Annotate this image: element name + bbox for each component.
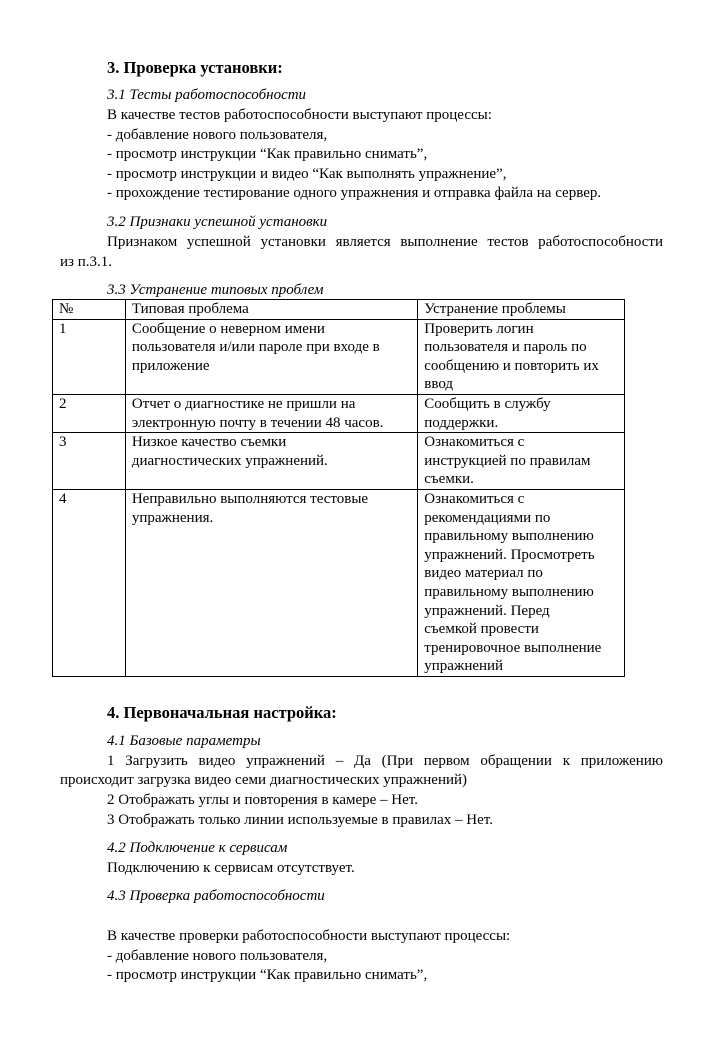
row-problem: Сообщение о неверном имени пользователя и/или пароле при входе в приложение [125,319,417,394]
problems-table [52,299,625,677]
row-number: 4 [53,489,126,676]
section-3-1-intro: В качестве тестов работоспособности выступают процессы: [107,107,492,123]
table-row [53,433,625,490]
section-4-heading: 4. Первоначальная настройка: [107,703,337,722]
section-3-2-line2: из п.3.1. [60,254,112,270]
section-4-1-title: 4.1 Базовые параметры [107,733,261,749]
row-problem: Неправильно выполняются тестовые упражнения. [125,489,417,676]
setting-item-1-line2: происходит загрузка видео семи диагностических упражнений) [60,772,468,788]
row-fix: Проверить логин пользователя и пароль по сообщению и повторить их ввод [418,319,625,394]
section-3-2-line1: Признаком успешной установки является выполнение тестов работоспособности [107,234,663,250]
section-4-3-title: 4.3 Проверка работоспособности [107,888,325,904]
row-fix: Ознакомиться с рекомендациями по правильному выполнению упражнений. Просмотреть видео материал по правильному выполнению упражнений. Перед съемкой провести тренировочное выполнение упражнений [418,489,625,676]
row-problem: Отчет о диагностике не пришли на электронную почту в течении 48 часов. [125,394,417,432]
table-row [53,394,625,432]
list-item: - просмотр инструкции и видео “Как выполнять упражнение”, [107,166,507,182]
setting-item-2: 2 Отображать углы и повторения в камере – Нет. [107,792,418,808]
row-problem: Низкое качество съемки диагностических упражнений. [125,433,417,490]
section-4-3-intro: В качестве проверки работоспособности выступают процессы: [107,928,511,944]
section-3-heading: 3. Проверка установки: [107,58,283,77]
table-row [53,319,625,394]
list-item: - добавление нового пользователя, [107,127,328,143]
section-3-1-title: 3.1 Тесты работоспособности [107,87,307,103]
section-3-2-title: 3.2 Признаки успешной установки [107,214,328,230]
row-fix: Сообщить в службу поддержки. [418,394,625,432]
section-4-2-title: 4.2 Подключение к сервисам [107,840,288,856]
row-number: 1 [53,319,126,394]
list-item: - прохождение тестирование одного упражнения и отправка файла на сервер. [107,185,602,201]
col-header-number: № [53,300,126,320]
table-row [53,489,625,676]
section-3-3-title: 3.3 Устранение типовых проблем [107,282,324,298]
setting-item-3: 3 Отображать только линии используемые в правилах – Нет. [107,812,493,828]
list-item: - просмотр инструкции “Как правильно снимать”, [107,967,428,983]
section-4-2-text: Подключению к сервисам отсутствует. [107,860,355,876]
table-header-row [53,300,625,320]
row-number: 3 [53,433,126,490]
row-fix: Ознакомиться с инструкцией по правилам съемки. [418,433,625,490]
list-item: - просмотр инструкции “Как правильно снимать”, [107,146,428,162]
row-number: 2 [53,394,126,432]
col-header-fix: Устранение проблемы [418,300,625,320]
col-header-problem: Типовая проблема [125,300,417,320]
setting-item-1-line1: 1 Загрузить видео упражнений – Да (При первом обращении к приложению [107,753,663,769]
list-item: - добавление нового пользователя, [107,948,328,964]
